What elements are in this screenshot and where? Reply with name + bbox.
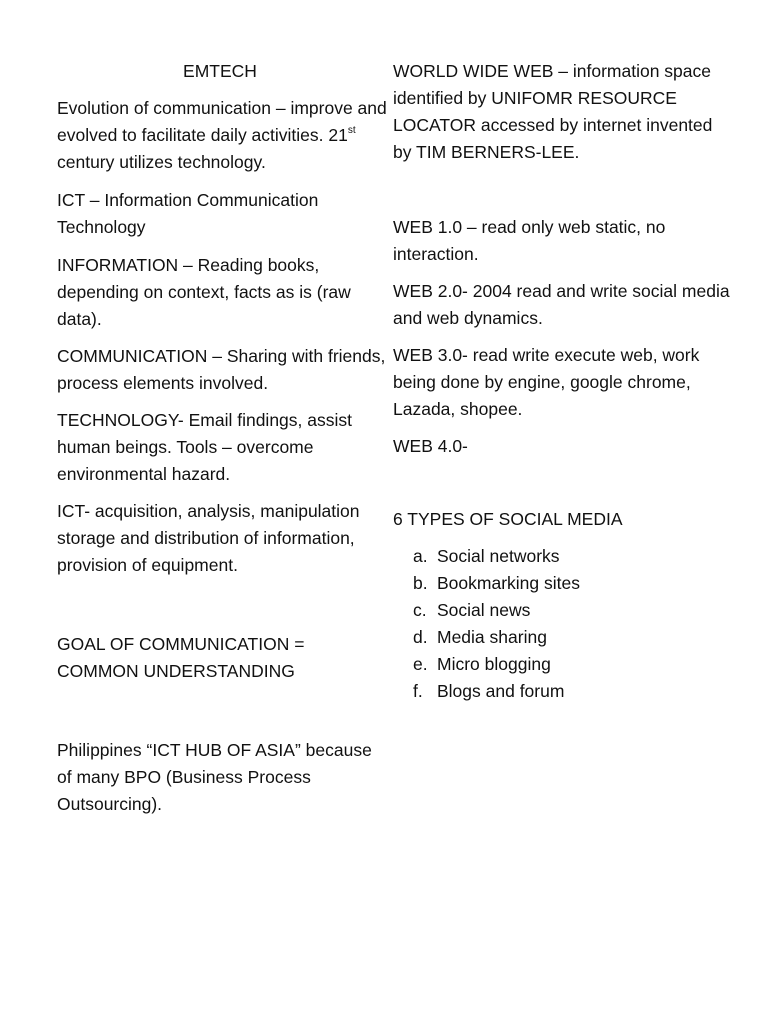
web3-paragraph: WEB 3.0- read write execute web, work being done by engine, google chrome, Lazada, shopee. <box>393 345 700 419</box>
web4-paragraph: WEB 4.0- <box>393 436 468 456</box>
social-media-heading: 6 TYPES OF SOCIAL MEDIA <box>393 509 623 529</box>
goal-line-2: COMMON UNDERSTANDING <box>57 661 295 681</box>
document-title: EMTECH <box>183 61 257 81</box>
list-item <box>393 678 733 705</box>
list-marker: e. <box>413 654 428 674</box>
list-item-text: Bookmarking sites <box>437 573 580 593</box>
goal-line-1: GOAL OF COMMUNICATION = <box>57 634 305 654</box>
list-item-text: Social news <box>437 600 531 620</box>
list-item-text: Media sharing <box>437 627 547 647</box>
list-marker: b. <box>413 573 428 593</box>
list-item-text: Micro blogging <box>437 654 551 674</box>
list-item <box>393 543 733 570</box>
social-media-list <box>393 543 733 705</box>
philippines-paragraph: Philippines “ICT HUB OF ASIA” because of many BPO (Business Process Outsourcing). <box>57 740 372 814</box>
left-column <box>57 58 387 818</box>
list-item <box>393 570 733 597</box>
list-item <box>393 651 733 678</box>
technology-paragraph: TECHNOLOGY- Email findings, assist human beings. Tools – overcome environmental hazard. <box>57 410 352 484</box>
evolution-paragraph <box>57 95 387 176</box>
information-paragraph: INFORMATION – Reading books, depending on context, facts as is (raw data). <box>57 255 351 329</box>
www-paragraph: WORLD WIDE WEB – information space identified by UNIFOMR RESOURCE LOCATOR accessed by internet invented by TIM BERNERS-LEE. <box>393 61 713 162</box>
list-item <box>393 597 733 624</box>
evolution-text-1: Evolution of communication – improve and evolved to facilitate daily activities. 21 <box>57 98 387 145</box>
ict-acquisition-paragraph: ICT- acquisition, analysis, manipulation storage and distribution of information, provision of equipment. <box>57 501 360 575</box>
list-item-text: Blogs and forum <box>437 681 565 701</box>
list-marker: a. <box>413 546 428 566</box>
list-item <box>393 624 733 651</box>
communication-paragraph: COMMUNICATION – Sharing with friends, process elements involved. <box>57 346 386 393</box>
ict-definition-paragraph: ICT – Information Communication Technology <box>57 190 319 237</box>
list-marker: f. <box>413 681 423 701</box>
evolution-text-2: century utilizes technology. <box>57 152 266 172</box>
list-item-text: Social networks <box>437 546 560 566</box>
evolution-superscript: st <box>347 125 356 137</box>
right-column <box>393 58 733 705</box>
web2-paragraph: WEB 2.0- 2004 read and write social media and web dynamics. <box>393 281 730 328</box>
web1-paragraph: WEB 1.0 – read only web static, no interaction. <box>393 217 666 264</box>
list-marker: d. <box>413 627 428 647</box>
list-marker: c. <box>413 600 427 620</box>
